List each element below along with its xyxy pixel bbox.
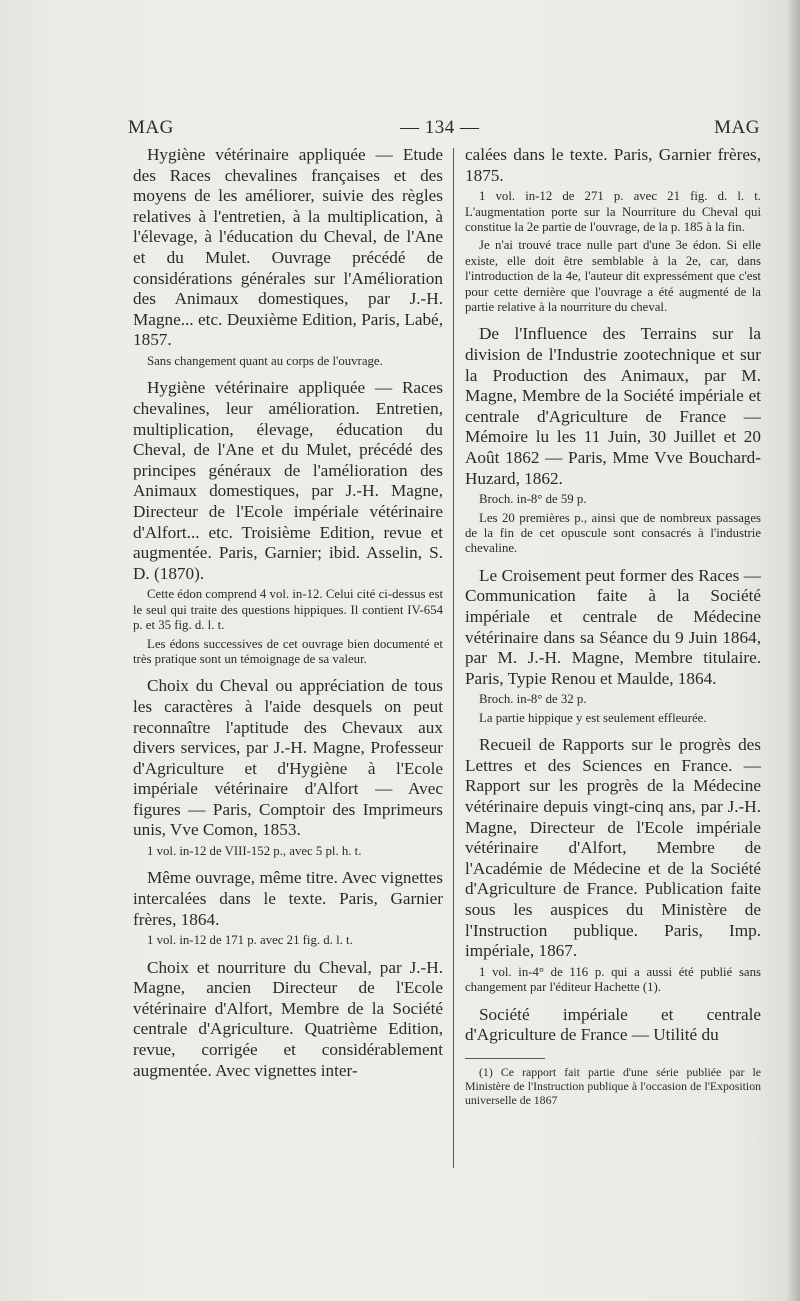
bibliography-entry: Recueil de Rapports sur le progrès des Lettres et des Sciences en France. — Rapport sur les progrès de la Médecine vétérinaire depuis vingt-cinq ans, par J.-H. Magne, Directeur de l'Ecole impériale vétérinaire d'Alfort, Membre de l'Académie de Médecine et de la Société d'Agriculture de France. Publication faite sous les auspices du Ministère de l'Instruction publique. Paris, Imp. impériale, 1867.	[465, 735, 761, 961]
entry-note: Les 20 premières p., ainsi que de nombreux passages de la fin de cet opuscule sont consacrés à l'industrie chevaline.	[465, 510, 761, 556]
header-left: MAG	[128, 117, 174, 138]
running-header	[128, 117, 760, 141]
entry-note: Cette édon comprend 4 vol. in-12. Celui cité ci-dessus est le seul qui traite des questions hippiques. Il contient IV-654 p. et 35 fig. d. l. t.	[133, 587, 443, 633]
left-column	[133, 145, 443, 1081]
entry-note: Je n'ai trouvé trace nulle part d'une 3e édon. Si elle existe, elle doit être semblable à la 2e, car, dans l'introduction de la 4e, l'auteur dit expressément que c'est pour cette dernière que l'ouvrage a été augmenté de la partie relative à la nourriture du cheval.	[465, 238, 761, 315]
right-column	[465, 145, 761, 1107]
entry-note: Broch. in-8° de 32 p.	[479, 692, 587, 707]
entry-note: 1 vol. in-12 de 171 p. avec 21 fig. d. l. t.	[147, 933, 353, 948]
entry-note: Broch. in-8° de 59 p.	[479, 492, 587, 507]
bibliography-entry-continued: calées dans le texte. Paris, Garnier frères, 1875.	[465, 145, 761, 185]
column-divider	[453, 148, 454, 1168]
bibliography-entry: Même ouvrage, même titre. Avec vignettes intercalées dans le texte. Paris, Garnier frères, 1864.	[133, 868, 443, 929]
bibliography-entry: Choix et nourriture du Cheval, par J.-H. Magne, ancien Directeur de l'Ecole vétérinaire d'Alfort, Membre de la Société centrale d'Agriculture. Quatrième Edition, revue, corrigée et considérablement augmentée. Avec vignettes inter-	[133, 957, 443, 1080]
bibliography-entry: Hygiène vétérinaire appliquée — Etude des Races chevalines françaises et des moyens de les améliorer, suivie des règles relatives à l'entretien, à la multiplication, à l'élevage, à l'éducation du Cheval, de l'Ane et du Mulet. Ouvrage précédé de considérations générales sur l'Amélioration des Animaux domestiques, par J.-H. Magne... etc. Deuxième Edition, Paris, Labé, 1857.	[133, 145, 443, 350]
bibliography-entry: Le Croisement peut former des Races — Communication faite à la Société impériale et centrale de Médecine vétérinaire dans sa Séance du 9 Juin 1864, par M. J.-H. Magne, Membre titulaire. Paris, Typie Renou et Maulde, 1864.	[465, 565, 761, 688]
header-right: MAG	[714, 117, 760, 138]
page-number: — 134 —	[400, 117, 480, 138]
footnote: (1) Ce rapport fait partie d'une série publiée par le Ministère de l'Instruction publique à l'occasion de l'Exposition universelle de 1867	[465, 1064, 761, 1107]
bibliography-entry: Hygiène vétérinaire appliquée — Races chevalines, leur amélioration. Entretien, multiplication, élevage, éducation du Cheval, de l'Ane et du Mulet, précédé des principes généraux de l'amélioration des Animaux domestiques, par J.-H. Magne, Directeur de l'Ecole impériale vétérinaire d'Alfort... etc. Troisième Edition, revue et augmentée. Paris, Garnier; ibid. Asselin, S. D. (1870).	[133, 378, 443, 583]
bibliography-entry: Choix du Cheval ou appréciation de tous les caractères à l'aide desquels on peut reconnaître l'aptitude des Chevaux aux divers services, par J.-H. Magne, Professeur d'Agriculture et d'Hygiène à l'Ecole impériale vétérinaire d'Alfort — Avec figures — Paris, Comptoir des Imprimeurs unis, Vve Comon, 1853.	[133, 676, 443, 840]
entry-note: La partie hippique y est seulement effleurée.	[479, 710, 707, 725]
entry-note: 1 vol. in-4° de 116 p. qui a aussi été publié sans changement par l'éditeur Hachette (1).	[465, 964, 761, 995]
footnote-separator	[465, 1058, 545, 1059]
bibliography-entry: Société impériale et centrale d'Agriculture de France — Utilité du	[465, 1004, 761, 1045]
entry-note: 1 vol. in-12 de VIII-152 p., avec 5 pl. h. t.	[147, 844, 362, 859]
entry-note: 1 vol. in-12 de 271 p. avec 21 fig. d. l. t. L'augmentation porte sur la Nourriture du Cheval qui constitue la 2e partie de l'ouvrage, de la p. 185 à la fin.	[465, 189, 761, 234]
bibliography-entry: De l'Influence des Terrains sur la division de l'Industrie zootechnique et sur la Production des Animaux, par M. Magne, Membre de la Société impériale et centrale d'Agriculture de France — Mémoire lu les 11 Juin, 30 Juillet et 20 Août 1862 — Paris, Mme Vve Bouchard-Huzard, 1862.	[465, 324, 761, 488]
page-edge-shadow	[786, 0, 800, 1301]
entry-note: Les édons successives de cet ouvrage bien documenté et très pratique sont un témoignage de sa valeur.	[133, 636, 443, 666]
entry-note: Sans changement quant au corps de l'ouvrage.	[147, 353, 383, 368]
